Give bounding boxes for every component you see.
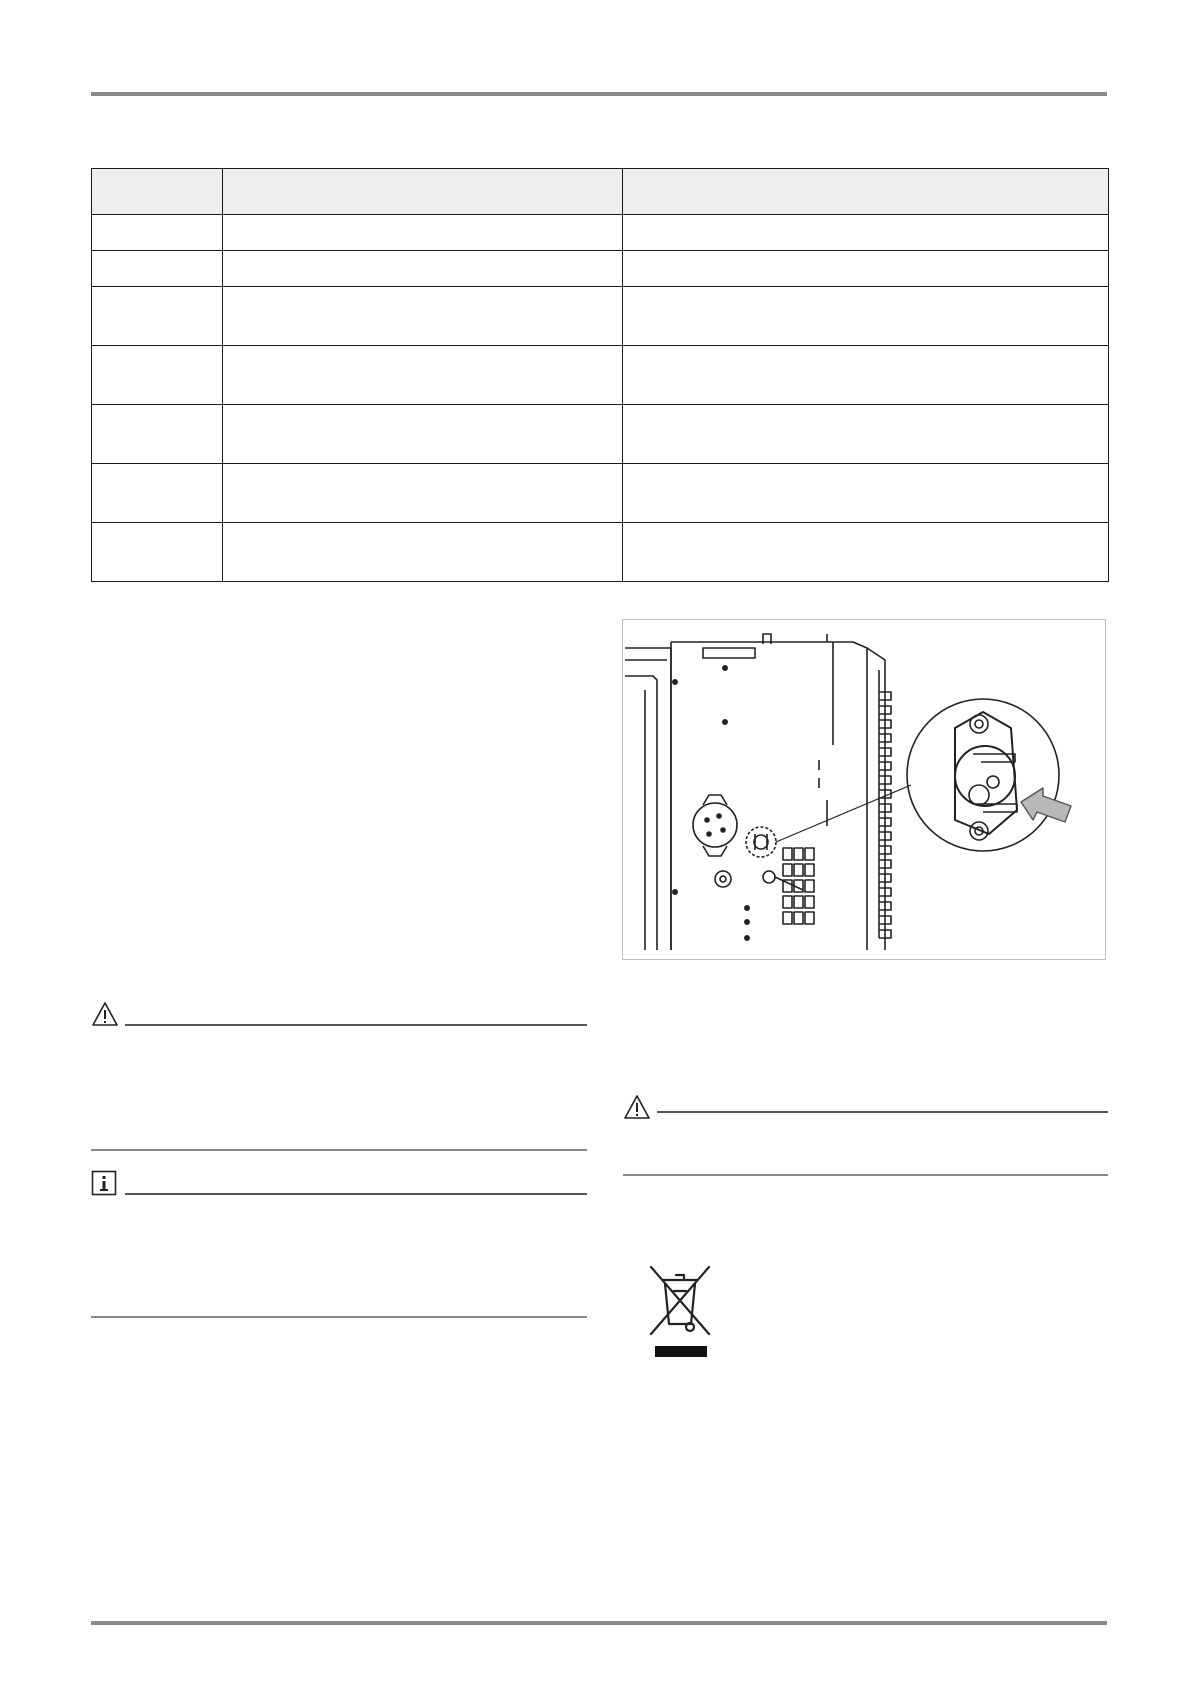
header-rule [91, 92, 1107, 96]
table-cell [623, 346, 1109, 405]
callout-end-divider [91, 1316, 587, 1318]
table-cell [92, 251, 223, 287]
table-cell [623, 405, 1109, 464]
info-callout [91, 1170, 587, 1318]
terminal-block [783, 848, 792, 860]
table-row [92, 287, 1109, 346]
table-cell [223, 287, 623, 346]
crossed-out-wheelie-bin-icon [641, 1262, 719, 1358]
column-header [92, 169, 223, 215]
terminal-block [805, 896, 814, 908]
callout-divider [125, 1193, 587, 1195]
terminal-block [783, 864, 792, 876]
terminal-block [794, 896, 803, 908]
column-header [623, 169, 1109, 215]
table-cell [223, 523, 623, 582]
table-cell [623, 287, 1109, 346]
footer-rule [91, 1621, 1107, 1625]
table-cell [92, 405, 223, 464]
info-icon [91, 1170, 117, 1196]
appliance-left-frame [625, 648, 671, 950]
table-cell [92, 523, 223, 582]
table-cell [92, 287, 223, 346]
magnifier-circle [907, 699, 1059, 851]
table-cell [623, 523, 1109, 582]
warning-callout-1 [91, 1001, 587, 1151]
table-row [92, 405, 1109, 464]
terminal-block [805, 880, 814, 892]
thermostat-reset-figure [622, 619, 1106, 960]
terminal-block [783, 912, 792, 924]
table-header-row [92, 169, 1109, 215]
table-cell [223, 464, 623, 523]
table-row [92, 523, 1109, 582]
table-row [92, 215, 1109, 251]
table-cell [223, 251, 623, 287]
terminal-block [794, 912, 803, 924]
table-row [92, 346, 1109, 405]
callout-divider [125, 1024, 587, 1026]
callout-end-divider [623, 1174, 1108, 1176]
warning-triangle-icon [91, 1001, 119, 1027]
appliance-panel [671, 634, 867, 950]
terminal-block [805, 864, 814, 876]
terminal-block [805, 912, 814, 924]
table-cell [223, 346, 623, 405]
warning-callout-2 [623, 1094, 1108, 1176]
table-cell [92, 346, 223, 405]
table-cell [223, 405, 623, 464]
callout-divider [657, 1111, 1108, 1113]
table-row [92, 464, 1109, 523]
appliance-panel-drawing [623, 620, 1105, 959]
table-row [92, 251, 1109, 287]
terminal-block [794, 864, 803, 876]
warning-triangle-icon [623, 1094, 651, 1120]
table-cell [623, 215, 1109, 251]
table-cell [623, 251, 1109, 287]
appliance-components [693, 795, 814, 924]
fault-table [91, 168, 1109, 582]
column-header [223, 169, 623, 215]
table-cell [223, 215, 623, 251]
table-cell [92, 464, 223, 523]
terminal-block [783, 896, 792, 908]
callout-end-divider [91, 1149, 587, 1151]
table-cell [92, 215, 223, 251]
terminal-block [805, 848, 814, 860]
table-cell [623, 464, 1109, 523]
terminal-block [794, 848, 803, 860]
